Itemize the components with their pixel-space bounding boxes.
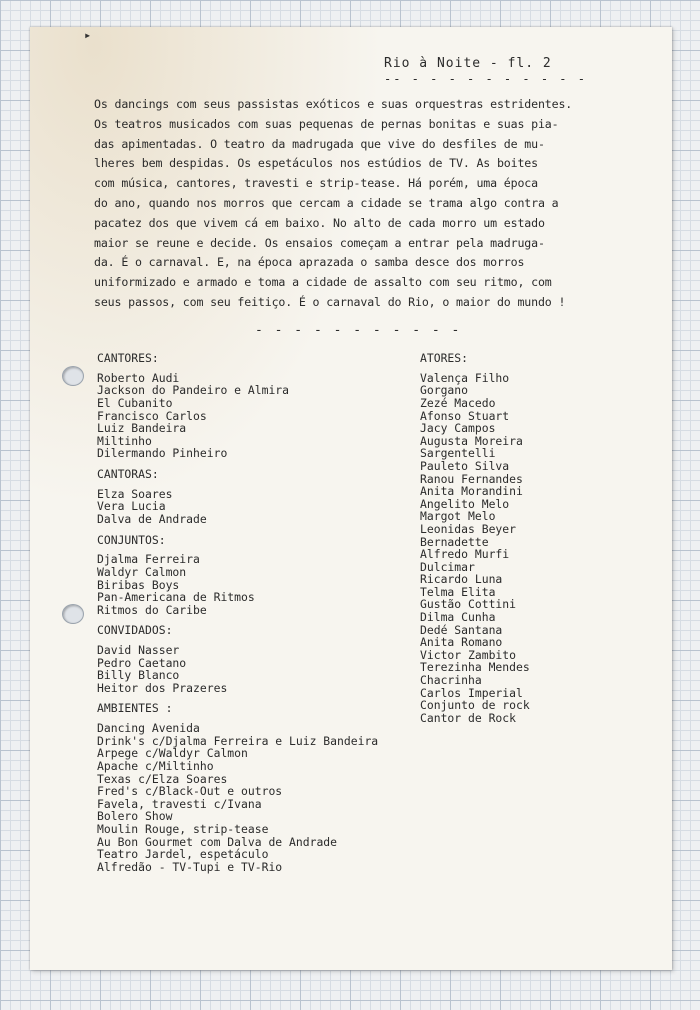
list-item: Leonidas Beyer <box>420 521 517 536</box>
list-item: Margot Melo <box>420 509 496 524</box>
section-heading: CONVIDADOS: <box>97 623 173 638</box>
list-item: Heitor dos Prazeres <box>97 680 228 695</box>
list-section <box>97 534 417 617</box>
paragraph-line: seus passos, com seu feitiço. É o carnaval do Rio, o maior do mundo ! <box>94 294 566 309</box>
list-section <box>97 702 417 873</box>
list-item: Pauleto Silva <box>420 458 510 473</box>
list-item: Terezinha Mendes <box>420 660 530 675</box>
corner-mark: ▸ <box>84 28 92 42</box>
list-item: Dedé Santana <box>420 622 503 637</box>
list-item: Jackson do Pandeiro e Almira <box>97 383 290 398</box>
list-item: Augusta Moreira <box>420 433 523 448</box>
list-item: Fred's c/Black-Out e outros <box>97 784 283 799</box>
list-item: Jacy Campos <box>420 421 496 436</box>
list-item: Pedro Caetano <box>97 655 187 670</box>
paragraph-line: da. É o carnaval. E, na época aprazada o samba desce dos morros <box>94 255 525 270</box>
list-section <box>420 352 620 724</box>
list-item: Favela, travesti c/Ivana <box>97 796 262 811</box>
list-item: Chacrinha <box>420 673 482 688</box>
list-item: Victor Zambito <box>420 647 517 662</box>
list-item: Bolero Show <box>97 809 173 824</box>
page-header: Rio à Noite - fl. 2 <box>384 56 552 71</box>
list-section <box>97 468 417 526</box>
list-item: Ricardo Luna <box>420 572 503 587</box>
list-item: Vera Lucia <box>97 499 166 514</box>
paragraph-line: pacatez dos que vivem cá em baixo. No alto de cada morro um estado <box>94 215 545 230</box>
list-item: Au Bon Gourmet com Dalva de Andrade <box>97 834 338 849</box>
list-item: Zezé Macedo <box>420 395 496 410</box>
list-item: Angelito Melo <box>420 496 510 511</box>
list-item: Elza Soares <box>97 486 173 501</box>
section-heading: CANTORES: <box>97 351 159 365</box>
list-item: El Cubanito <box>97 395 173 410</box>
list-item: Telma Elita <box>420 584 496 599</box>
list-item: Cantor de Rock <box>420 710 517 725</box>
list-item: Apache c/Miltinho <box>97 759 214 774</box>
paragraph-line: lheres bem despidas. Os espetáculos nos estúdios de TV. As boites <box>94 156 538 171</box>
list-item: Teatro Jardel, espetáculo <box>97 847 269 862</box>
section-heading: ATORES: <box>420 351 469 365</box>
list-item: Conjunto de rock <box>420 698 530 713</box>
paragraph-line: das apimentadas. O teatro da madrugada que vive do desfiles de mu- <box>94 136 545 151</box>
list-item: Alfredo Murfi <box>420 547 510 562</box>
list-item: Dancing Avenida <box>97 721 200 736</box>
paragraph-line: Os dancings com seus passistas exóticos e suas orquestras estridentes. <box>94 97 573 111</box>
paragraph-line: com música, cantores, travesti e strip-tease. Há porém, uma época <box>94 176 538 191</box>
paragraph-line: do ano, quando nos morros que cercam a cidade se trama algo contra a <box>94 195 559 210</box>
list-item: Arpege c/Waldyr Calmon <box>97 746 248 761</box>
list-item: David Nasser <box>97 643 180 658</box>
list-item: Alfredão - TV-Tupi e TV-Rio <box>97 859 283 874</box>
section-heading: CANTORAS: <box>97 466 159 481</box>
list-item: Billy Blanco <box>97 668 180 683</box>
list-item: Luiz Bandeira <box>97 421 187 436</box>
list-item: Francisco Carlos <box>97 408 207 423</box>
paragraph-line: maior se reune e decide. Os ensaios começam a entrar pela madruga- <box>94 235 545 250</box>
list-item: Valença Filho <box>420 370 510 385</box>
section-heading: AMBIENTES : <box>97 701 173 716</box>
punch-hole <box>62 366 84 386</box>
list-item: Dulcimar <box>420 559 475 574</box>
list-item: Anita Romano <box>420 635 503 650</box>
left-column <box>97 352 417 881</box>
list-item: Djalma Ferreira <box>97 552 200 567</box>
list-item: Dilermando Pinheiro <box>97 446 228 461</box>
list-item: Ritmos do Caribe <box>97 602 207 617</box>
list-item: Texas c/Elza Soares <box>97 771 228 786</box>
list-item: Dalva de Andrade <box>97 511 207 526</box>
list-section <box>97 352 417 460</box>
list-item: Sargentelli <box>420 446 496 461</box>
list-item: Dilma Cunha <box>420 610 496 625</box>
list-section <box>97 624 417 694</box>
list-item: Moulin Rouge, strip-tease <box>97 822 269 837</box>
list-item: Ranou Fernandes <box>420 471 523 486</box>
list-item: Bernadette <box>420 534 489 549</box>
list-item: Pan-Americana de Ritmos <box>97 590 255 605</box>
list-item: Anita Morandini <box>420 484 523 499</box>
intro-paragraph <box>94 95 624 313</box>
paragraph-line: Os teatros musicados com suas pequenas de pernas bonitas e suas pia- <box>94 116 559 131</box>
list-item: Biribas Boys <box>97 577 180 592</box>
right-column <box>420 352 620 732</box>
list-item: Waldyr Calmon <box>97 564 187 579</box>
header-underline: -- - - - - - - - - - - <box>384 72 587 86</box>
list-item: Afonso Stuart <box>420 408 510 423</box>
list-item: Miltinho <box>97 433 152 448</box>
list-item: Gustão Cottini <box>420 597 517 612</box>
section-separator: - - - - - - - - - - - <box>255 323 462 338</box>
list-item: Gorgano <box>420 383 469 398</box>
paragraph-line: uniformizado e armado e toma a cidade de assalto com seu ritmo, com <box>94 275 552 290</box>
section-heading: CONJUNTOS: <box>97 532 166 547</box>
list-item: Carlos Imperial <box>420 685 523 700</box>
list-item: Roberto Audi <box>97 370 180 385</box>
list-item: Drink's c/Djalma Ferreira e Luiz Bandeira <box>97 733 379 748</box>
punch-hole <box>62 604 84 624</box>
